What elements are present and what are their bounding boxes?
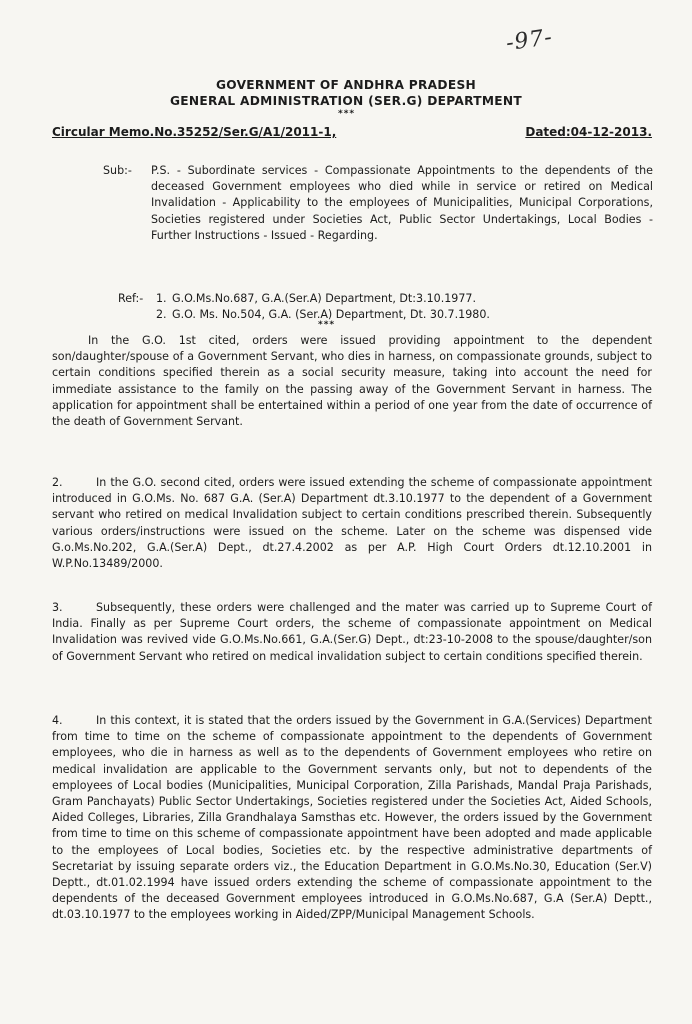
reference-number: 1. bbox=[156, 292, 167, 305]
paragraph-text: Subsequently, these orders were challenged and the mater was carried up to Supreme Court of India. Finally as per Supreme Court orders, the scheme of compassionate appointment on Medical Invalidation was revived vide G.O.Ms.No.661, G.A.(Ser.G) Dept., dt:23-10-2008 to the spouse/daughter/son of Government Servant who retired on medical invalidation subject to certain conditions specified therein. bbox=[52, 601, 652, 663]
subject-block bbox=[103, 163, 653, 244]
reference-item bbox=[118, 291, 490, 307]
department-heading: GENERAL ADMINISTRATION (SER.G) DEPARTMENT bbox=[169, 94, 523, 108]
paragraph-number: 2. bbox=[52, 476, 63, 489]
header-separator: *** bbox=[338, 109, 356, 119]
memo-number: Circular Memo.No.35252/Ser.G/A1/2011-1, bbox=[52, 125, 337, 139]
reference-item bbox=[118, 307, 490, 323]
reference-text: G.O.Ms.No.687, G.A.(Ser.A) Department, Dt:3.10.1977. bbox=[172, 292, 477, 305]
references-label: Ref:- bbox=[118, 292, 144, 305]
memo-date: Dated:04-12-2013. bbox=[525, 125, 652, 139]
government-heading: GOVERNMENT OF ANDHRA PRADESH bbox=[215, 78, 477, 92]
paragraph-number: 3. bbox=[52, 601, 63, 614]
paragraph-text: In the G.O. second cited, orders were issued extending the scheme of compassionate appointment introduced in G.O.Ms. No. 687 G.A. (Ser.A) Department dt.3.10.1977 to the dependent of a Government servant who retired on medical Invalidation subject to certain conditions prescribed therein. Subsequently various orders/instructions were issued on the scheme. Later on the scheme was dispensed vide G.o.Ms.No.202, G.A.(Ser.A) Dept., dt.27.4.2002 as per A.P. High Court Orders dt.12.10.2001 in W.P.No.13489/2000. bbox=[52, 476, 652, 571]
paragraph-text: In the G.O. 1st cited, orders were issued providing appointment to the dependent son/daughter/spouse of a Government Servant, who dies in harness, on compassionate grounds, subject to certain conditions specified therein as a social security measure, taking into account the need for immediate assistance to the family on the passing away of the Government Servant in harness. The application for appointment shall be entertained within a period of one year from the date of occurrence of the death of Government Servant. bbox=[52, 334, 652, 429]
paragraph-3 bbox=[52, 600, 652, 665]
subject-text: P.S. - Subordinate services - Compassionate Appointments to the dependents of the deceased Government employees who died while in service or retired on Medical Invalidation - Applicability to the employees of Municipalities, Municipal Corporations, Societies registered under Societies Act, Public Sector Undertakings, Local Bodies - Further Instructions - Issued - Regarding. bbox=[151, 164, 653, 242]
paragraph-text: In this context, it is stated that the orders issued by the Government in G.A.(Services) Department from time to time on the scheme of compassionate appointment to the dependents of Government employees, who die in harness as well as to the dependents of Government employees who retire on medical invalidation are applicable to the Government servants only, but not to dependents of the employees of Local bodies (Municipalities, Municipal Corporation, Zilla Parishads, Mandal Praja Parishads, Gram Panchayats) Public Sector Undertakings, Societies registered under the Societies Act, Aided Schools, Aided Colleges, Libraries, Zilla Grandhalaya Samsthas etc. However, the orders issued by the Government from time to time on this scheme of compassionate appointment have been adopted and made applicable to the employees of Local bodies, Societies etc. by the respective administrative departments of Secretariat by issuing separate orders viz., the Education Department in G.O.Ms.No.30, Education (Ser.V) Deptt., dt.01.02.1994 have issued orders extending the scheme of compassionate appointment to the dependents of the deceased Government employees introduced in G.O.Ms.No.687, G.A (Ser.A) Deptt., dt.03.10.1977 to the employees working in Aided/ZPP/Municipal Management Schools. bbox=[52, 714, 652, 922]
references-block bbox=[118, 291, 490, 322]
paragraph-1 bbox=[52, 333, 652, 430]
paragraph-4 bbox=[52, 713, 652, 924]
reference-text: G.O. Ms. No.504, G.A. (Ser.A) Department, Dt. 30.7.1980. bbox=[172, 307, 490, 321]
reference-number: 2. bbox=[156, 307, 167, 321]
paragraph-2 bbox=[52, 475, 652, 572]
references-separator: *** bbox=[318, 320, 336, 330]
paragraph-number: 4. bbox=[52, 714, 63, 727]
page-number: -97- bbox=[504, 24, 555, 57]
memo-line bbox=[52, 125, 652, 139]
subject-label: Sub:- bbox=[103, 164, 132, 177]
